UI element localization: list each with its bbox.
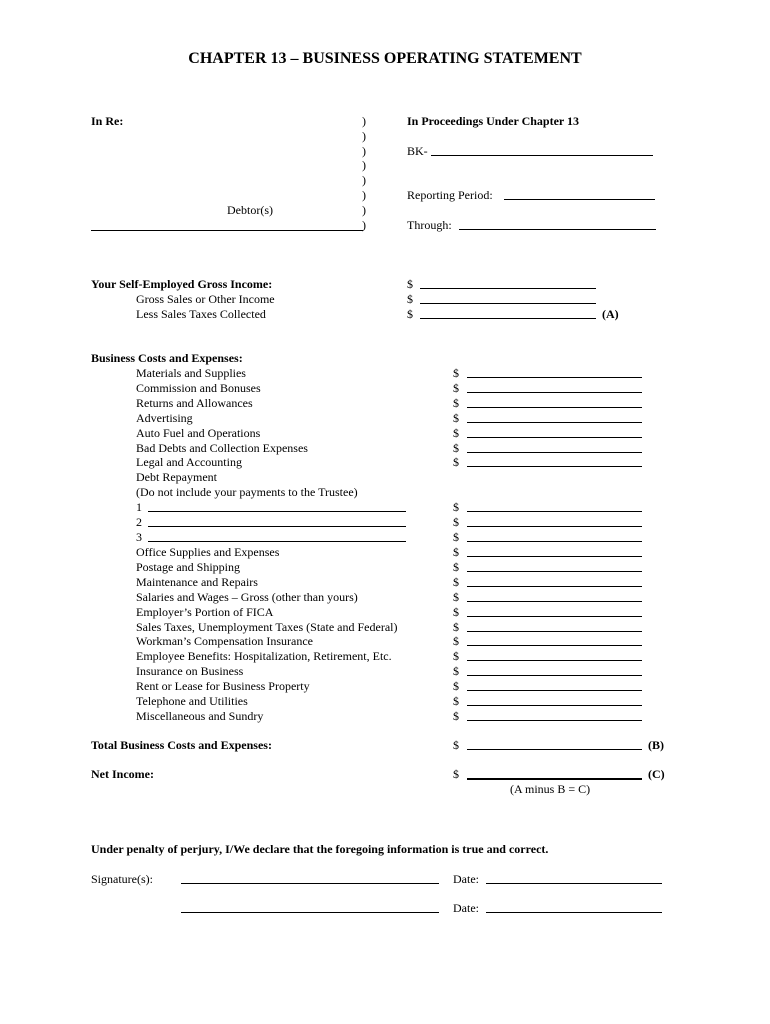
debt-description-field[interactable]	[148, 541, 406, 542]
signature-field[interactable]	[181, 883, 439, 884]
debtor-name-field[interactable]	[91, 230, 363, 231]
debt-amount-field[interactable]	[467, 541, 642, 542]
cost-amount-field[interactable]	[467, 586, 642, 587]
date-field[interactable]	[486, 912, 662, 913]
cost-amount-field[interactable]	[467, 601, 642, 602]
debt-number: 3	[136, 529, 142, 544]
cost-item-label: Postage and Shipping	[136, 559, 240, 574]
cost-item-label: Maintenance and Repairs	[136, 574, 258, 589]
dollar-sign: $	[453, 514, 459, 529]
cost-amount-field[interactable]	[467, 466, 642, 467]
self-employed-income-field[interactable]	[420, 288, 596, 289]
paren: )	[362, 144, 366, 158]
net-income-label: Net Income:	[91, 767, 154, 781]
signature-field[interactable]	[181, 912, 439, 913]
signature-label: Signature(s):	[91, 872, 153, 886]
cost-item-label: Advertising	[136, 410, 193, 425]
cost-item-label: Salaries and Wages – Gross (other than yours)	[136, 589, 358, 604]
dollar-sign: $	[453, 410, 459, 425]
date-label: Date:	[453, 901, 479, 915]
income-heading: Your Self-Employed Gross Income:	[91, 277, 273, 291]
dollar-sign: $	[453, 500, 459, 514]
dollar-sign: $	[407, 292, 413, 306]
proceedings-label: In Proceedings Under Chapter 13	[407, 114, 580, 128]
cost-amount-field[interactable]	[467, 422, 642, 423]
cost-amount-field[interactable]	[467, 675, 642, 676]
reporting-period-label: Reporting Period:	[407, 188, 493, 202]
cost-item-label: Returns and Allowances	[136, 395, 253, 410]
debt-amount-field[interactable]	[467, 511, 642, 512]
cost-item-label: Legal and Accounting	[136, 455, 242, 470]
cost-amount-field[interactable]	[467, 720, 642, 721]
paren: )	[362, 188, 366, 202]
cost-item-label: Commission and Bonuses	[136, 380, 261, 395]
cost-item-label: Bad Debts and Collection Expenses	[136, 440, 308, 455]
dollar-sign: $	[453, 529, 459, 544]
dollar-sign: $	[453, 708, 459, 723]
cost-amount-field[interactable]	[467, 377, 642, 378]
dollar-sign: $	[453, 589, 459, 604]
date-label: Date:	[453, 872, 479, 886]
cost-item-label: Workman’s Compensation Insurance	[136, 634, 313, 649]
cost-amount-field[interactable]	[467, 556, 642, 557]
dollar-sign: $	[453, 440, 459, 455]
cost-amount-field[interactable]	[467, 571, 642, 572]
dollar-sign: $	[453, 545, 459, 559]
dollar-sign: $	[453, 574, 459, 589]
debt-number: 2	[136, 514, 142, 529]
cost-amount-field[interactable]	[467, 631, 642, 632]
dollar-sign: $	[453, 604, 459, 619]
dollar-sign: $	[453, 559, 459, 574]
less-taxes-field[interactable]	[420, 318, 596, 319]
marker-c: (C)	[648, 767, 665, 781]
formula-note: (A minus B = C)	[510, 782, 591, 796]
cost-item-label: Materials and Supplies	[136, 366, 246, 380]
paren: )	[362, 173, 366, 187]
cost-amount-field[interactable]	[467, 645, 642, 646]
gross-sales-label: Gross Sales or Other Income	[136, 292, 275, 306]
total-costs-label: Total Business Costs and Expenses:	[91, 738, 272, 752]
total-costs-field[interactable]	[467, 749, 642, 750]
cost-item-label: Insurance on Business	[136, 664, 244, 679]
cost-amount-field[interactable]	[467, 660, 642, 661]
less-taxes-label: Less Sales Taxes Collected	[136, 307, 266, 321]
net-income-field[interactable]	[467, 778, 642, 780]
debt-number: 1	[136, 500, 142, 514]
paren: )	[362, 114, 366, 128]
dollar-sign: $	[453, 738, 459, 752]
paren: )	[362, 218, 366, 232]
cost-amount-field[interactable]	[467, 407, 642, 408]
debt-description-field[interactable]	[148, 511, 406, 512]
cost-item-label: Rent or Lease for Business Property	[136, 679, 310, 694]
cost-item-label: Telephone and Utilities	[136, 694, 248, 708]
date-field[interactable]	[486, 883, 662, 884]
dollar-sign: $	[453, 380, 459, 395]
bk-label: BK-	[407, 144, 428, 158]
reporting-period-field[interactable]	[504, 199, 655, 200]
dollar-sign: $	[453, 679, 459, 694]
costs-heading: Business Costs and Expenses:	[91, 351, 243, 365]
dollar-sign: $	[407, 307, 413, 321]
dollar-sign: $	[453, 649, 459, 664]
dollar-sign: $	[453, 767, 459, 781]
debt-description-field[interactable]	[148, 526, 406, 527]
paren: )	[362, 203, 366, 217]
dollar-sign: $	[453, 619, 459, 634]
cost-item-label: Employer’s Portion of FICA	[136, 604, 274, 619]
marker-a: (A)	[602, 307, 619, 321]
dollar-sign: $	[453, 366, 459, 380]
dollar-sign: $	[453, 694, 459, 708]
declaration-text: Under penalty of perjury, I/We declare that the foregoing information is true and correct.	[91, 842, 549, 856]
cost-amount-field[interactable]	[467, 392, 642, 393]
dollar-sign: $	[453, 395, 459, 410]
cost-amount-field[interactable]	[467, 616, 642, 617]
cost-amount-field[interactable]	[467, 705, 642, 706]
cost-item-label: Employee Benefits: Hospitalization, Retirement, Etc.	[136, 649, 392, 664]
debt-amount-field[interactable]	[467, 526, 642, 527]
cost-item-label: Auto Fuel and Operations	[136, 425, 261, 440]
document-title: CHAPTER 13 – BUSINESS OPERATING STATEMENT	[188, 50, 582, 67]
gross-sales-field[interactable]	[420, 303, 596, 304]
paren: )	[362, 158, 366, 172]
through-label: Through:	[407, 218, 452, 232]
dollar-sign: $	[453, 664, 459, 679]
debt-repayment-label: Debt Repayment	[136, 470, 217, 484]
dollar-sign: $	[453, 634, 459, 649]
dollar-sign: $	[453, 425, 459, 440]
dollar-sign: $	[407, 277, 413, 291]
cost-item-label: Sales Taxes, Unemployment Taxes (State and Federal)	[136, 619, 398, 634]
cost-item-label: Office Supplies and Expenses	[136, 545, 280, 559]
in-re-label: In Re:	[91, 114, 124, 128]
dollar-sign: $	[453, 455, 459, 470]
paren: )	[362, 129, 366, 143]
cost-amount-field[interactable]	[467, 690, 642, 691]
cost-item-label: Miscellaneous and Sundry	[136, 708, 264, 723]
cost-amount-field[interactable]	[467, 437, 642, 438]
through-field[interactable]	[459, 229, 656, 230]
debt-note: (Do not include your payments to the Trustee)	[136, 485, 358, 499]
bk-number-field[interactable]	[431, 155, 653, 156]
debtor-label: Debtor(s)	[227, 203, 273, 217]
marker-b: (B)	[648, 738, 664, 752]
cost-amount-field[interactable]	[467, 452, 642, 453]
